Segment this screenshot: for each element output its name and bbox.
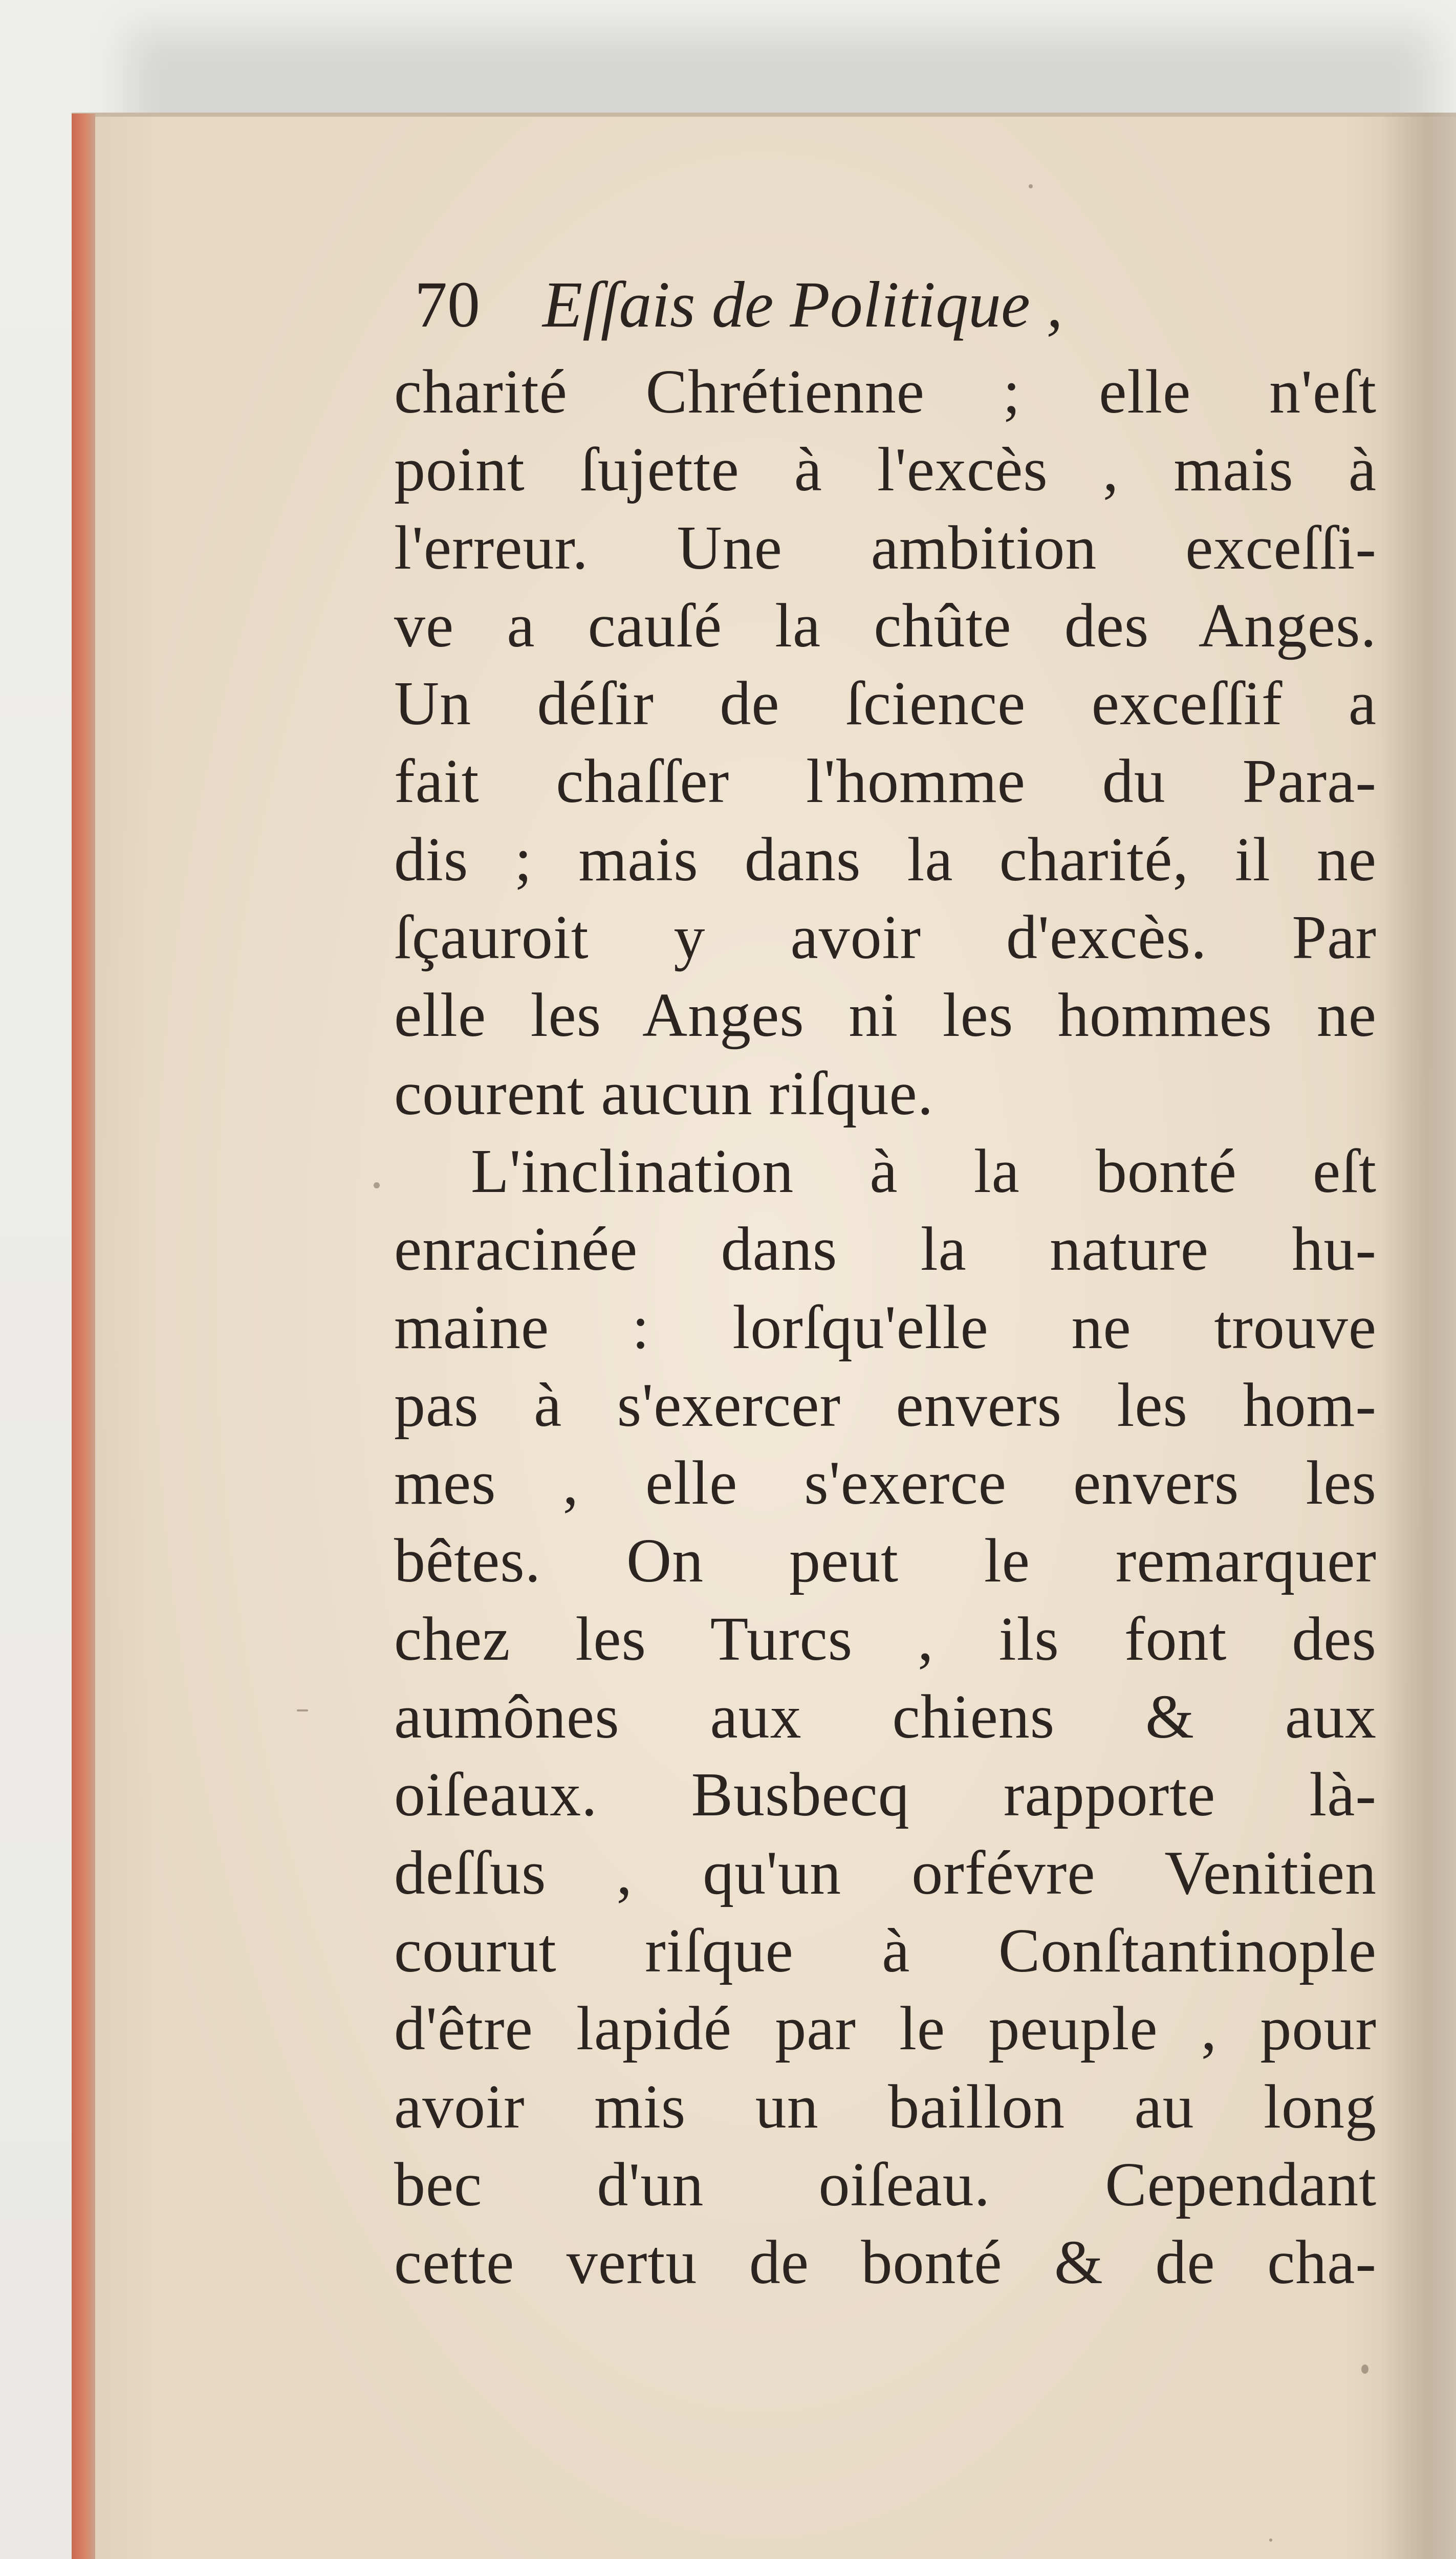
text-line: ve a cauſé la chûte des Anges.	[394, 591, 1377, 660]
text-line: enracinée dans la nature hu-	[394, 1215, 1377, 1284]
page-number: 70	[415, 268, 480, 341]
text-line: elle les Anges ni les hommes ne	[394, 981, 1377, 1050]
text-line: maine : lorſqu'elle ne trouve	[394, 1292, 1377, 1362]
text-line: fait chaſſer l'homme du Para-	[394, 747, 1377, 816]
text-line: courut riſque à Conſtantinople	[394, 1916, 1377, 1985]
page-gutter	[1382, 113, 1456, 2559]
text-line: bêtes. On peut le remarquer	[394, 1526, 1377, 1596]
text-line: ſçauroit y avoir d'excès. Par	[394, 903, 1377, 972]
body-text	[394, 353, 1377, 2302]
text-line: pas à s'exercer envers les hom-	[394, 1370, 1377, 1440]
text-line: bec d'un oiſeau. Cependant	[394, 2150, 1377, 2219]
text-line: charité Chrétienne ; elle n'eſt	[394, 357, 1377, 426]
text-line: l'erreur. Une ambition exceſſi-	[394, 513, 1377, 582]
text-line: aumônes aux chiens & aux	[394, 1682, 1377, 1752]
text-line: chez les Turcs , ils font des	[394, 1604, 1377, 1674]
text-line: Un déſir de ſcience exceſſif a	[394, 669, 1377, 739]
text-line: deſſus , qu'un orfévre Venitien	[394, 1838, 1377, 1907]
text-line: point ſujette à l'excès , mais à	[394, 435, 1377, 505]
text-line: oiſeaux. Busbecq rapporte là-	[394, 1760, 1377, 1830]
running-title: Eſſais de Politique ,	[542, 268, 1063, 341]
text-line: mes , elle s'exerce envers les	[394, 1448, 1377, 1518]
running-head	[415, 266, 1063, 343]
text-line: avoir mis un baillon au long	[394, 2072, 1377, 2141]
page-red-edge	[72, 114, 95, 2559]
text-line: cette vertu de bonté & de cha-	[394, 2228, 1377, 2297]
text-line: L'inclination à la bonté eſt	[471, 1136, 1377, 1206]
text-line: d'être lapidé par le peuple , pour	[394, 1994, 1377, 2064]
text-line: dis ; mais dans la charité, il ne	[394, 825, 1377, 894]
text-line: courent aucun riſque.	[394, 1058, 934, 1128]
